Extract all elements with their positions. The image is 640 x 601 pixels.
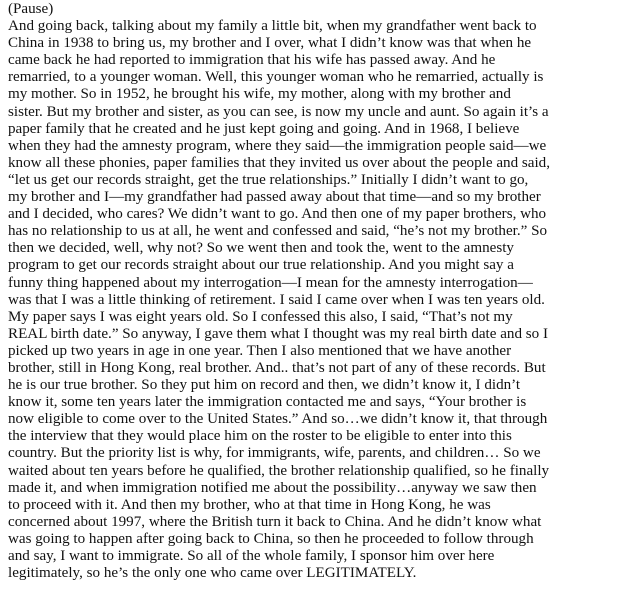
text-line: funny thing happened about my interrogation—I mean for the amnesty interrogation— [8, 274, 533, 291]
text-line: My paper says I was eight years old. So I confessed this also, I said, “That’s not my [8, 308, 513, 325]
text-line: made it, and when immigration notified me about the possibility…anyway we saw then [8, 479, 537, 496]
text-line: was going to happen after going back to China, so then he proceeded to follow through [8, 530, 534, 547]
text-line: remarried, to a younger woman. Well, this younger woman who he remarried, actually is [8, 69, 544, 86]
text-line: REAL birth date.” So anyway, I gave them what I thought was my real birth date and so I [8, 325, 549, 342]
text-line: sister. But my brother and sister, as you can see, is now my uncle and aunt. So again it’s a [8, 103, 549, 120]
text-line: know all these phonies, paper families that they invited us over about the people and said, [8, 154, 550, 171]
text-line: has no relationship to us at all, he went and confessed and said, “he’s not my brother.” So [8, 223, 548, 240]
text-line: when they had the amnesty program, where they said—the immigration people said—we [8, 137, 547, 154]
text-line: concerned about 1997, where the British turn it back to China. And he didn’t know what [8, 513, 542, 530]
text-line: then we decided, well, why not? So we went then and took the, went to the amnesty [8, 240, 514, 257]
text-line: was that I was a little thinking of retirement. I said I came over when I was ten years old. [8, 291, 545, 308]
text-line: waited about ten years before he qualified, the brother relationship qualified, so he finally [8, 462, 550, 479]
text-line: China in 1938 to bring us, my brother and I over, what I didn’t know was that when he [8, 35, 532, 52]
text-line: he is our true brother. So they put him on record and then, we didn’t know it, I didn’t [8, 377, 521, 394]
text-line: my mother. So in 1952, he brought his wife, my mother, along with my brother and [8, 86, 511, 103]
text-line: my brother and I—my grandfather had passed away about that time—and so my brother [8, 189, 541, 206]
text-line: “let us get our records straight, get the true relationships.” Initially I didn’t want to go, [8, 171, 529, 188]
text-line: to proceed with it. And then my brother, who at that time in Hong Kong, he was [8, 496, 491, 513]
text-line: picked up two years in age in one year. Then I also mentioned that we have another [8, 342, 512, 359]
text-line: paper family that he created and he just kept going and going. And in 1968, I believe [8, 120, 520, 137]
text-line: the interview that they would place him on the roster to be eligible to enter into this [8, 428, 512, 445]
text-line: And going back, talking about my family a little bit, when my grandfather went back to [8, 18, 537, 35]
text-line: now eligible to come over to the United States.” And so…we didn’t know it, that through [8, 411, 548, 428]
text-line: brother, still in Hong Kong, real brother. And.. that’s not part of any of these records. But [8, 359, 546, 376]
text-line: country. But the priority list is why, for immigrants, wife, parents, and children… So we [8, 445, 541, 462]
text-line: and say, I want to immigrate. So all of the whole family, I sponsor him over here [8, 548, 495, 564]
text-line: came back he had reported to immigration that his wife has passed away. And he [8, 52, 496, 69]
pause-heading: (Pause) [8, 1, 54, 17]
text-line: program to get our records straight about our true relationship. And you might say a [8, 257, 514, 274]
text-line: legitimately, so he’s the only one who came over LEGITIMATELY. [8, 565, 417, 582]
text-line: know it, some ten years later the immigration contacted me and says, “Your brother is [8, 394, 527, 411]
text-line: and I decided, who cares? We didn’t want to go. And then one of my paper brothers, who [8, 206, 547, 223]
